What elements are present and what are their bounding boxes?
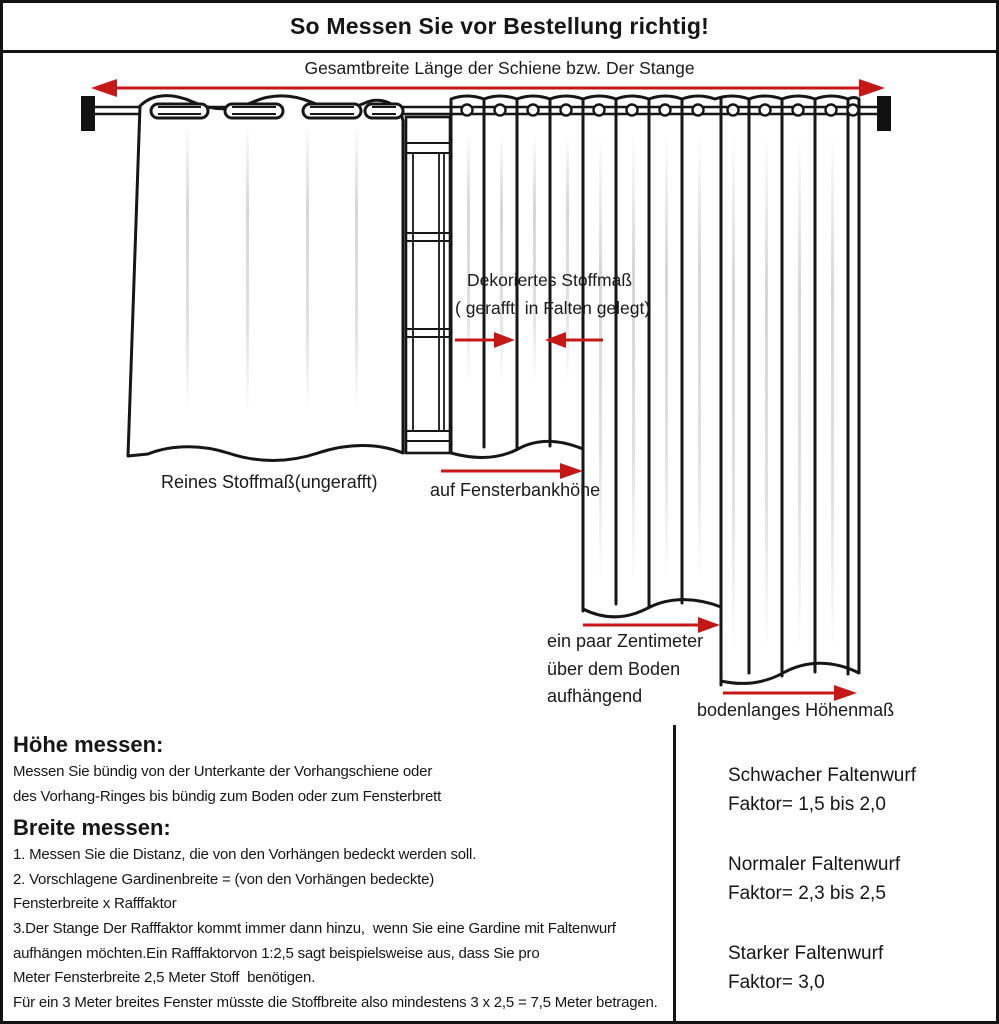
floor-length-arrow (723, 685, 857, 701)
factor-item (728, 761, 996, 819)
measuring-instructions-panel (3, 725, 676, 1021)
plain-fabric-label: Reines Stoffmaß(ungerafft) (161, 472, 378, 492)
decorated-fabric-label-line2: ( gerafft, in Falten gelegt) (455, 298, 651, 318)
rod-width-label: Gesamtbreite Länge der Schiene bzw. Der Stange (304, 58, 695, 78)
factor-name: Starker Faltenwurf (728, 943, 884, 964)
grommet-curtain (128, 96, 403, 461)
page-title: So Messen Sie vor Bestellung richtig! (290, 13, 709, 39)
pleated-curtain (451, 96, 859, 685)
factor-name: Normaler Faltenwurf (728, 854, 901, 875)
decorated-fabric-label-line1: Dekoriertes Stoffmaß (467, 270, 633, 290)
width-instruction-line: Meter Fensterbreite 2,5 Meter Stoff benötigen. (13, 969, 316, 987)
factor-value: Faktor= 2,3 bis 2,5 (728, 883, 886, 904)
fold-factor-panel (676, 725, 996, 1021)
factor-value: Faktor= 3,0 (728, 972, 825, 993)
instructions-section (3, 725, 996, 1021)
window-frame (406, 117, 450, 453)
width-measure-heading: Breite messen: (13, 815, 171, 841)
rod-end-cap-left (81, 96, 95, 131)
floor-length-label: bodenlanges Höhenmaß (697, 700, 895, 720)
above-floor-label-line1: ein paar Zentimeter (547, 631, 704, 651)
width-instruction-line: 3.Der Stange Der Rafffaktor kommt immer dann hinzu, wenn Sie eine Gardine mit Faltenwurf (13, 919, 616, 937)
factor-value: Faktor= 1,5 bis 2,0 (728, 794, 886, 815)
width-instruction-line: Fensterbreite x Rafffaktor (13, 895, 177, 913)
sill-height-arrow (441, 463, 583, 479)
total-width-arrow (91, 79, 885, 97)
title-bar (3, 3, 996, 53)
measurement-diagram (3, 53, 996, 722)
width-instruction-line: 2. Vorschlagene Gardinenbreite = (von den Vorhängen bedeckte) (13, 870, 435, 888)
factor-name: Schwacher Faltenwurf (728, 765, 916, 786)
above-floor-label-line3: aufhängend (547, 686, 643, 706)
above-floor-label-line2: über dem Boden (547, 659, 681, 679)
width-instruction-line: 1. Messen Sie die Distanz, die von den Vorhängen bedeckt werden soll. (13, 846, 477, 864)
height-instruction-line: des Vorhang-Ringes bis bündig zum Boden oder zum Fensterbrett (13, 787, 442, 805)
height-instruction-line: Messen Sie bündig von der Unterkante der Vorhangschiene oder (13, 763, 433, 780)
width-instruction-line: aufhängen möchten.Ein Rafffaktorvon 1:2,5 sagt beispielsweise aus, dass Sie pro (13, 944, 540, 962)
sill-height-label: auf Fensterbankhöhe (430, 480, 601, 500)
width-instruction-line: Für ein 3 Meter breites Fenster müsste die Stoffbreite also mindestens 3 x 2,5 = 7,5 Meter betragen. (13, 993, 658, 1011)
curtain-diagram-drawing (3, 53, 996, 722)
factor-item (728, 939, 996, 997)
height-measure-heading: Höhe messen: (13, 732, 164, 757)
rod-end-cap-right (877, 96, 891, 131)
factor-item (728, 850, 996, 908)
